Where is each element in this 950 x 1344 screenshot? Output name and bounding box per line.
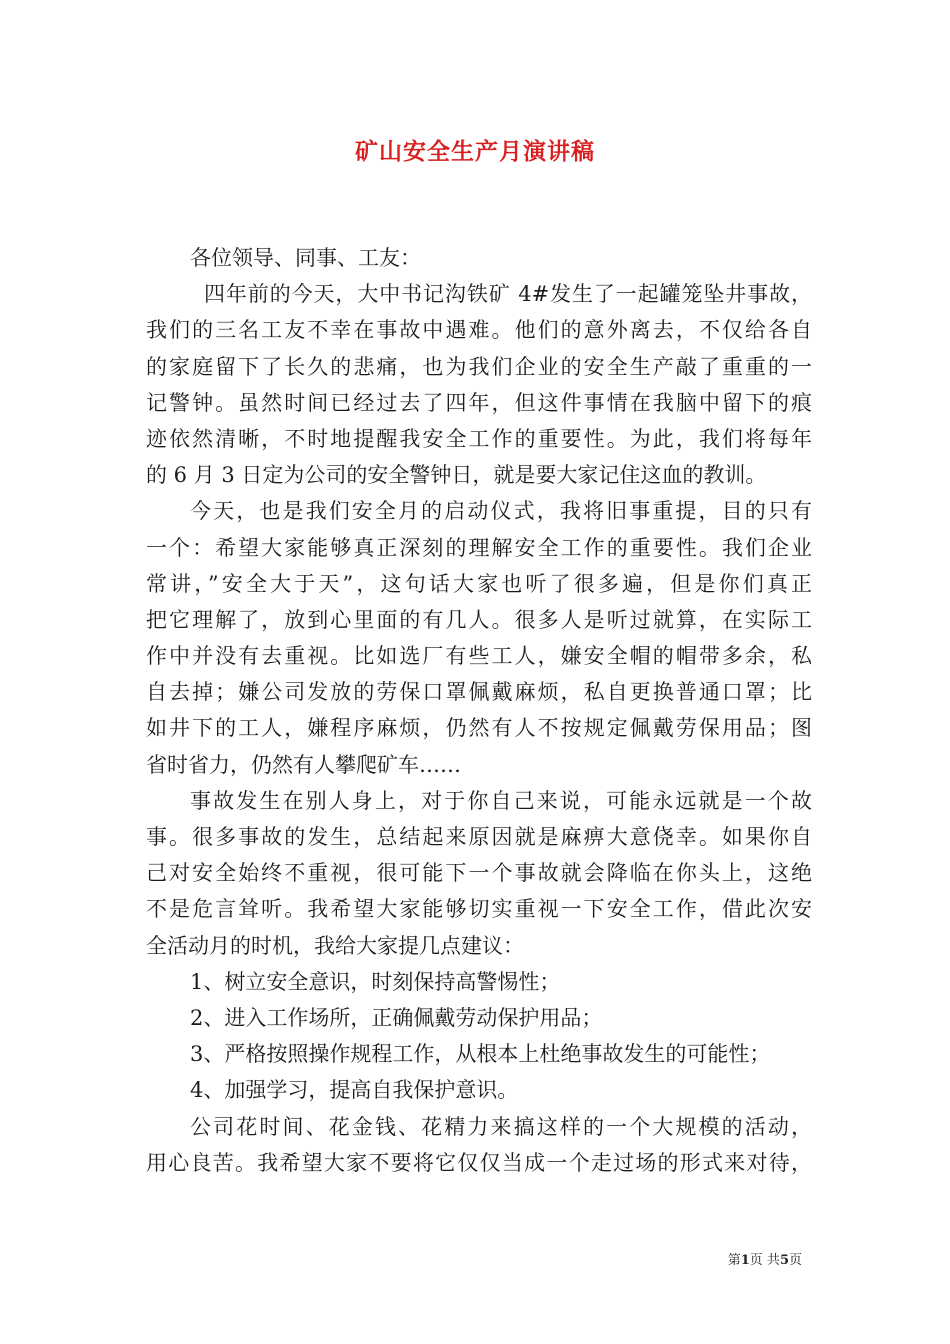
text-line: 把它理解了，放到心里面的有几人。很多人是听过就算，在实际工: [146, 607, 812, 632]
footer-total-pages: 5: [779, 1253, 789, 1268]
text-line: 记警钟。虽然时间已经过去了四年，但这件事情在我脑中留下的痕: [146, 390, 812, 415]
text-line: 用心良苦。我希望大家不要将它仅仅当成一个走过场的形式来对待，: [146, 1150, 812, 1175]
text-line: 作中并没有去重视。比如选厂有些工人，嫌安全帽的帽带多余，私: [146, 644, 812, 669]
text-line: 的家庭留下了长久的悲痛，也为我们企业的安全生产敲了重重的一: [146, 354, 812, 379]
text-line: 迹依然清晰，不时地提醒我安全工作的重要性。为此，我们将每年: [146, 426, 812, 451]
text-line: 省时省力，仍然有人攀爬矿车……: [146, 752, 461, 777]
text-line: 四年前的今天，大中书记沟铁矿 4#发生了一起罐笼坠井事故，: [204, 282, 812, 307]
text-line: 常讲，”安全大于天”，这句话大家也听了很多遍，但是你们真正: [146, 571, 812, 596]
text-line: 如井下的工人，嫌程序麻烦，仍然有人不按规定佩戴劳保用品；图: [146, 716, 812, 741]
text-line: 3、严格按照操作规程工作，从根本上杜绝事故发生的可能性；: [190, 1042, 771, 1067]
footer-prefix: 第: [727, 1253, 741, 1268]
document-title: 矿山安全生产月演讲稿: [355, 138, 595, 165]
text-line: 各位领导、同事、工友：: [190, 246, 421, 270]
text-line: 事故发生在别人身上，对于你自己来说，可能永远就是一个故: [190, 788, 812, 813]
page-footer: [728, 1249, 802, 1268]
text-line: 1、树立安全意识，时刻保持高警惕性；: [190, 969, 561, 994]
text-line: 事。很多事故的发生，总结起来原因就是麻痹大意侥幸。如果你自: [146, 825, 812, 849]
text-line: 自去掉；嫌公司发放的劳保口罩佩戴麻烦，私自更换普通口罩；比: [146, 680, 812, 705]
footer-current-page: 1: [740, 1253, 750, 1268]
text-line: 2、进入工作场所，正确佩戴劳动保护用品；: [190, 1005, 603, 1030]
footer-middle: 页 共: [749, 1253, 780, 1268]
footer-suffix: 页: [788, 1253, 802, 1268]
text-line: 一个：希望大家能够真正深刻的理解安全工作的重要性。我们企业: [146, 535, 812, 560]
document-body: [146, 240, 812, 1181]
text-line: 我们的三名工友不幸在事故中遇难。他们的意外离去，不仅给各自: [146, 318, 812, 343]
text-line: 全活动月的时机，我给大家提几点建议：: [146, 933, 524, 958]
text-line: 4、加强学习，提高自我保护意识。: [190, 1078, 519, 1103]
text-line: 今天，也是我们安全月的启动仪式，我将旧事重提，目的只有: [190, 499, 812, 524]
text-line: 公司花时间、花金钱、花精力来搞这样的一个大规模的活动，: [190, 1114, 812, 1139]
text-line: 不是危言耸听。我希望大家能够切实重视一下安全工作，借此次安: [146, 897, 812, 922]
text-line: 的 6 月 3 日定为公司的安全警钟日，就是要大家记住这血的教训。: [146, 463, 767, 488]
text-line: 己对安全始终不重视，很可能下一个事故就会降临在你头上，这绝: [146, 861, 812, 886]
